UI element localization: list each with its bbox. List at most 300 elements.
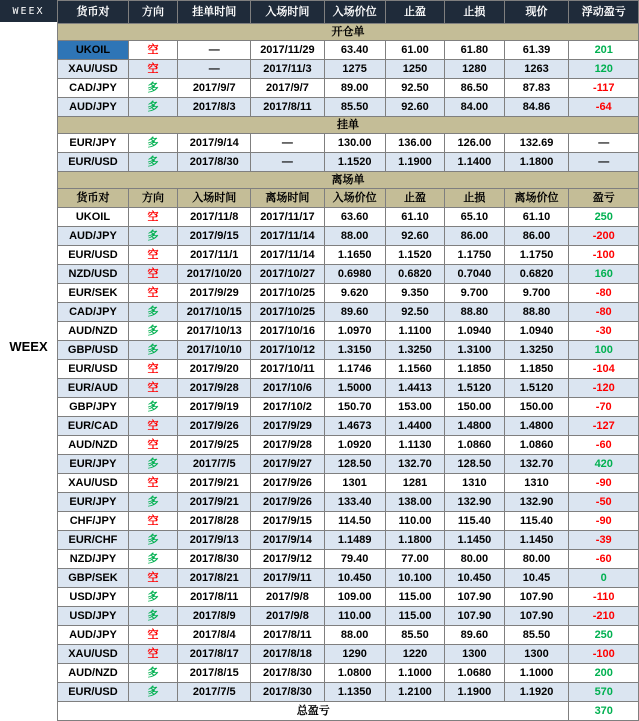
section-title: 离场单 [58, 172, 639, 189]
direction-cell: 多 [128, 531, 177, 550]
direction-cell: 空 [128, 208, 177, 227]
price-cell: 1.4673 [324, 417, 385, 436]
take-profit-cell: 1.4400 [385, 417, 444, 436]
price-cell: 1.4800 [504, 417, 569, 436]
closed-trade-row [58, 626, 639, 645]
take-profit-cell: 1.3250 [385, 341, 444, 360]
pnl-cell: 250 [569, 626, 639, 645]
pnl-cell: -100 [569, 645, 639, 664]
closed-trade-row [58, 683, 639, 702]
direction-cell: 多 [128, 664, 177, 683]
price-cell: 1301 [324, 474, 385, 493]
direction-cell: 多 [128, 550, 177, 569]
pnl-cell: 100 [569, 341, 639, 360]
section-pending-orders [58, 117, 639, 134]
pair-cell: AUD/JPY [58, 626, 129, 645]
pnl-cell: 250 [569, 208, 639, 227]
direction-cell: 空 [128, 474, 177, 493]
pnl-cell: -60 [569, 436, 639, 455]
take-profit-cell: 138.00 [385, 493, 444, 512]
table-body [58, 1, 639, 721]
price-cell: 130.00 [324, 134, 385, 153]
price-cell: 1.1920 [504, 683, 569, 702]
pnl-cell: -30 [569, 322, 639, 341]
pair-cell: UKOIL [58, 208, 129, 227]
time-cell: 2017/9/8 [251, 607, 324, 626]
pair-cell: EUR/AUD [58, 379, 129, 398]
time-cell: 2017/10/25 [251, 284, 324, 303]
time-cell: 2017/9/8 [251, 588, 324, 607]
direction-cell: 空 [128, 60, 177, 79]
take-profit-cell: 1.1900 [385, 153, 444, 172]
price-cell: 1.1000 [504, 664, 569, 683]
stop-loss-cell: 1.1750 [445, 246, 504, 265]
price-cell: 88.80 [504, 303, 569, 322]
pnl-cell: — [569, 153, 639, 172]
price-cell: 132.70 [504, 455, 569, 474]
time-cell: 2017/8/15 [178, 664, 251, 683]
direction-cell: 多 [128, 322, 177, 341]
closed-header-row [58, 189, 639, 208]
time-cell: — [251, 134, 324, 153]
time-cell: 2017/10/2 [251, 398, 324, 417]
price-cell: 1.0860 [504, 436, 569, 455]
closed-trade-row [58, 493, 639, 512]
pair-cell: GBP/JPY [58, 398, 129, 417]
time-cell: 2017/9/26 [251, 493, 324, 512]
time-cell: 2017/8/17 [178, 645, 251, 664]
weex-logo [0, 0, 57, 22]
direction-cell: 多 [128, 455, 177, 474]
stop-loss-cell: 132.90 [445, 493, 504, 512]
direction-cell: 空 [128, 417, 177, 436]
stop-loss-cell: 150.00 [445, 398, 504, 417]
time-cell: 2017/9/27 [251, 455, 324, 474]
time-cell: 2017/10/25 [251, 303, 324, 322]
price-cell: 107.90 [504, 607, 569, 626]
section-title: 挂单 [58, 117, 639, 134]
time-cell: — [178, 60, 251, 79]
time-cell: 2017/7/5 [178, 683, 251, 702]
time-cell: 2017/10/13 [178, 322, 251, 341]
price-cell: 1.1520 [324, 153, 385, 172]
stop-loss-cell: 115.40 [445, 512, 504, 531]
column-header: 盈亏 [569, 189, 639, 208]
column-header: 方向 [128, 1, 177, 24]
pnl-cell: -90 [569, 512, 639, 531]
stop-loss-cell: 86.00 [445, 227, 504, 246]
take-profit-cell: 132.70 [385, 455, 444, 474]
direction-cell: 空 [128, 512, 177, 531]
column-header: 货币对 [58, 1, 129, 24]
time-cell: 2017/8/4 [178, 626, 251, 645]
direction-cell: 多 [128, 683, 177, 702]
price-cell: 115.40 [504, 512, 569, 531]
price-cell: 1310 [504, 474, 569, 493]
time-cell: 2017/9/28 [251, 436, 324, 455]
time-cell: 2017/9/25 [178, 436, 251, 455]
closed-trade-row [58, 208, 639, 227]
column-header: 止损 [445, 1, 504, 24]
open-position-row [58, 79, 639, 98]
closed-trade-row [58, 531, 639, 550]
pair-cell: AUD/NZD [58, 322, 129, 341]
stop-loss-cell: 1.0860 [445, 436, 504, 455]
open-position-row [58, 60, 639, 79]
closed-trade-row [58, 607, 639, 626]
price-cell: 150.70 [324, 398, 385, 417]
side-label: WEEX [9, 339, 48, 354]
stop-loss-cell: 107.90 [445, 607, 504, 626]
take-profit-cell: 9.350 [385, 284, 444, 303]
pair-cell: AUD/NZD [58, 436, 129, 455]
pair-cell: CHF/JPY [58, 512, 129, 531]
column-header: 止盈 [385, 189, 444, 208]
take-profit-cell: 77.00 [385, 550, 444, 569]
pending-order-row [58, 134, 639, 153]
take-profit-cell: 115.00 [385, 607, 444, 626]
pair-cell: EUR/USD [58, 246, 129, 265]
closed-trade-row [58, 379, 639, 398]
direction-cell: 多 [128, 493, 177, 512]
pair-cell: EUR/JPY [58, 455, 129, 474]
direction-cell: 空 [128, 645, 177, 664]
stop-loss-cell: 61.80 [445, 41, 504, 60]
closed-trade-row [58, 664, 639, 683]
total-value: 370 [569, 702, 639, 721]
direction-cell: 空 [128, 41, 177, 60]
price-cell: 107.90 [504, 588, 569, 607]
pnl-cell: -70 [569, 398, 639, 417]
time-cell: 2017/7/5 [178, 455, 251, 474]
direction-cell: 空 [128, 360, 177, 379]
stop-loss-cell: 84.00 [445, 98, 504, 117]
pnl-cell: 420 [569, 455, 639, 474]
price-cell: 87.83 [504, 79, 569, 98]
price-cell: 88.00 [324, 227, 385, 246]
time-cell: 2017/9/29 [178, 284, 251, 303]
pnl-cell: -120 [569, 379, 639, 398]
time-cell: 2017/9/29 [251, 417, 324, 436]
pair-cell: GBP/USD [58, 341, 129, 360]
time-cell: 2017/9/7 [178, 79, 251, 98]
column-header: 止损 [445, 189, 504, 208]
time-cell: 2017/11/17 [251, 208, 324, 227]
direction-cell: 空 [128, 436, 177, 455]
price-cell: 63.60 [324, 208, 385, 227]
price-cell: 80.00 [504, 550, 569, 569]
pair-cell: AUD/JPY [58, 98, 129, 117]
price-cell: 89.60 [324, 303, 385, 322]
closed-trade-row [58, 265, 639, 284]
time-cell: 2017/10/10 [178, 341, 251, 360]
price-cell: 85.50 [504, 626, 569, 645]
price-cell: 1.0970 [324, 322, 385, 341]
price-cell: 79.40 [324, 550, 385, 569]
closed-trade-row [58, 436, 639, 455]
price-cell: 1.1850 [504, 360, 569, 379]
direction-cell: 空 [128, 246, 177, 265]
pnl-cell: -60 [569, 550, 639, 569]
direction-cell: 空 [128, 265, 177, 284]
take-profit-cell: 61.10 [385, 208, 444, 227]
column-header: 货币对 [58, 189, 129, 208]
take-profit-cell: 136.00 [385, 134, 444, 153]
price-cell: 1.1450 [504, 531, 569, 550]
take-profit-cell: 92.60 [385, 98, 444, 117]
price-cell: 85.50 [324, 98, 385, 117]
pnl-cell: -104 [569, 360, 639, 379]
time-cell: 2017/8/3 [178, 98, 251, 117]
closed-trade-row [58, 341, 639, 360]
closed-trade-row [58, 588, 639, 607]
pair-cell: GBP/SEK [58, 569, 129, 588]
take-profit-cell: 110.00 [385, 512, 444, 531]
time-cell: 2017/8/30 [251, 664, 324, 683]
closed-trade-row [58, 303, 639, 322]
closed-trade-row [58, 398, 639, 417]
stop-loss-cell: 1.0680 [445, 664, 504, 683]
pnl-cell: 160 [569, 265, 639, 284]
pair-cell: EUR/SEK [58, 284, 129, 303]
time-cell: 2017/10/20 [178, 265, 251, 284]
direction-cell: 空 [128, 284, 177, 303]
stop-loss-cell: 1.1400 [445, 153, 504, 172]
time-cell: 2017/10/6 [251, 379, 324, 398]
stop-loss-cell: 1.4800 [445, 417, 504, 436]
time-cell: 2017/9/21 [178, 493, 251, 512]
section-closed-trades [58, 172, 639, 189]
column-header: 入场时间 [178, 189, 251, 208]
time-cell: 2017/8/30 [251, 683, 324, 702]
column-header: 离场价位 [504, 189, 569, 208]
take-profit-cell: 115.00 [385, 588, 444, 607]
take-profit-cell: 153.00 [385, 398, 444, 417]
time-cell: 2017/9/7 [251, 79, 324, 98]
take-profit-cell: 1.1100 [385, 322, 444, 341]
direction-cell: 多 [128, 341, 177, 360]
stop-loss-cell: 0.7040 [445, 265, 504, 284]
time-cell: 2017/11/1 [178, 246, 251, 265]
time-cell: 2017/8/11 [178, 588, 251, 607]
time-cell: 2017/8/21 [178, 569, 251, 588]
price-cell: 1.0800 [324, 664, 385, 683]
direction-cell: 多 [128, 303, 177, 322]
trade-table [57, 0, 639, 721]
price-cell: 132.90 [504, 493, 569, 512]
price-cell: 150.00 [504, 398, 569, 417]
stop-loss-cell: 1310 [445, 474, 504, 493]
take-profit-cell: 0.6820 [385, 265, 444, 284]
stop-loss-cell: 1.1450 [445, 531, 504, 550]
time-cell: 2017/8/30 [178, 153, 251, 172]
price-cell: 1.1489 [324, 531, 385, 550]
pnl-cell: -50 [569, 493, 639, 512]
stop-loss-cell: 86.50 [445, 79, 504, 98]
pnl-cell: -64 [569, 98, 639, 117]
price-cell: 63.40 [324, 41, 385, 60]
pair-cell: NZD/USD [58, 265, 129, 284]
price-cell: 1.0940 [504, 322, 569, 341]
price-cell: 84.86 [504, 98, 569, 117]
pnl-cell: -90 [569, 474, 639, 493]
pnl-cell: -100 [569, 246, 639, 265]
pair-cell: USD/JPY [58, 588, 129, 607]
time-cell: 2017/11/29 [251, 41, 324, 60]
pnl-cell: -210 [569, 607, 639, 626]
take-profit-cell: 1.1800 [385, 531, 444, 550]
pnl-cell: -80 [569, 303, 639, 322]
pair-cell: EUR/USD [58, 360, 129, 379]
pair-cell: EUR/JPY [58, 493, 129, 512]
time-cell: 2017/11/14 [251, 227, 324, 246]
take-profit-cell: 1.1130 [385, 436, 444, 455]
stop-loss-cell: 89.60 [445, 626, 504, 645]
pair-cell: CAD/JPY [58, 79, 129, 98]
pair-cell: EUR/CAD [58, 417, 129, 436]
stop-loss-cell: 1.1850 [445, 360, 504, 379]
stop-loss-cell: 9.700 [445, 284, 504, 303]
pair-cell: CAD/JPY [58, 303, 129, 322]
direction-cell: 多 [128, 98, 177, 117]
price-cell: 1.3150 [324, 341, 385, 360]
price-cell: 109.00 [324, 588, 385, 607]
closed-trade-row [58, 474, 639, 493]
time-cell: 2017/9/19 [178, 398, 251, 417]
pnl-cell: 200 [569, 664, 639, 683]
column-header: 入场价位 [324, 1, 385, 24]
time-cell: 2017/11/3 [251, 60, 324, 79]
time-cell: 2017/10/27 [251, 265, 324, 284]
price-cell: 0.6820 [504, 265, 569, 284]
time-cell: 2017/10/12 [251, 341, 324, 360]
closed-trade-row [58, 360, 639, 379]
price-cell: 61.10 [504, 208, 569, 227]
closed-trade-row [58, 569, 639, 588]
take-profit-cell: 1.1520 [385, 246, 444, 265]
take-profit-cell: 92.60 [385, 227, 444, 246]
take-profit-cell: 92.50 [385, 303, 444, 322]
pair-cell: EUR/USD [58, 153, 129, 172]
stop-loss-cell: 126.00 [445, 134, 504, 153]
direction-cell: 空 [128, 569, 177, 588]
price-cell: 114.50 [324, 512, 385, 531]
direction-cell: 多 [128, 153, 177, 172]
take-profit-cell: 10.100 [385, 569, 444, 588]
pnl-cell: -200 [569, 227, 639, 246]
stop-loss-cell: 1.3100 [445, 341, 504, 360]
time-cell: — [178, 41, 251, 60]
time-cell: 2017/8/11 [251, 626, 324, 645]
column-header: 方向 [128, 189, 177, 208]
price-cell: 1.3250 [504, 341, 569, 360]
price-cell: 1290 [324, 645, 385, 664]
time-cell: 2017/8/30 [178, 550, 251, 569]
price-cell: 1.1750 [504, 246, 569, 265]
pair-cell: AUD/NZD [58, 664, 129, 683]
pair-cell: UKOIL [58, 41, 129, 60]
direction-cell: 多 [128, 79, 177, 98]
price-cell: 1.1800 [504, 153, 569, 172]
time-cell: 2017/9/20 [178, 360, 251, 379]
price-cell: 10.45 [504, 569, 569, 588]
pnl-cell: -80 [569, 284, 639, 303]
column-header: 现价 [504, 1, 569, 24]
price-cell: 1.5120 [504, 379, 569, 398]
total-label: 总盈亏 [58, 702, 569, 721]
stop-loss-cell: 65.10 [445, 208, 504, 227]
stop-loss-cell: 80.00 [445, 550, 504, 569]
pnl-cell: 120 [569, 60, 639, 79]
time-cell: 2017/8/11 [251, 98, 324, 117]
pnl-cell: -39 [569, 531, 639, 550]
closed-trade-row [58, 550, 639, 569]
price-cell: 132.69 [504, 134, 569, 153]
pnl-cell: 570 [569, 683, 639, 702]
open-position-row [58, 41, 639, 60]
take-profit-cell: 1.2100 [385, 683, 444, 702]
pair-cell: XAU/USD [58, 474, 129, 493]
take-profit-cell: 85.50 [385, 626, 444, 645]
price-cell: 1263 [504, 60, 569, 79]
logo-text: WEEX [12, 5, 45, 17]
price-cell: 1.0920 [324, 436, 385, 455]
direction-cell: 空 [128, 626, 177, 645]
direction-cell: 多 [128, 588, 177, 607]
direction-cell: 多 [128, 607, 177, 626]
price-cell: 1.1746 [324, 360, 385, 379]
direction-cell: 空 [128, 379, 177, 398]
price-cell: 1300 [504, 645, 569, 664]
time-cell: 2017/9/14 [251, 531, 324, 550]
stop-loss-cell: 10.450 [445, 569, 504, 588]
price-cell: 9.700 [504, 284, 569, 303]
stop-loss-cell: 128.50 [445, 455, 504, 474]
time-cell: 2017/9/12 [251, 550, 324, 569]
column-header: 入场时间 [251, 1, 324, 24]
column-header: 入场价位 [324, 189, 385, 208]
price-cell: 133.40 [324, 493, 385, 512]
pair-cell: NZD/JPY [58, 550, 129, 569]
stop-loss-cell: 1.1900 [445, 683, 504, 702]
price-cell: 0.6980 [324, 265, 385, 284]
take-profit-cell: 92.50 [385, 79, 444, 98]
pnl-cell: — [569, 134, 639, 153]
time-cell: 2017/9/26 [178, 417, 251, 436]
price-cell: 128.50 [324, 455, 385, 474]
time-cell: 2017/11/14 [251, 246, 324, 265]
direction-cell: 多 [128, 227, 177, 246]
time-cell: 2017/8/18 [251, 645, 324, 664]
stop-loss-cell: 88.80 [445, 303, 504, 322]
closed-trade-row [58, 246, 639, 265]
closed-trade-row [58, 645, 639, 664]
time-cell: 2017/8/9 [178, 607, 251, 626]
section-open-positions [58, 24, 639, 41]
closed-trade-row [58, 322, 639, 341]
pair-cell: EUR/JPY [58, 134, 129, 153]
take-profit-cell: 1.4413 [385, 379, 444, 398]
stop-loss-cell: 107.90 [445, 588, 504, 607]
closed-trade-row [58, 512, 639, 531]
pair-cell: XAU/USD [58, 60, 129, 79]
pnl-cell: -110 [569, 588, 639, 607]
pnl-cell: -127 [569, 417, 639, 436]
pair-cell: AUD/JPY [58, 227, 129, 246]
price-cell: 88.00 [324, 626, 385, 645]
pnl-cell: -117 [569, 79, 639, 98]
stop-loss-cell: 1.5120 [445, 379, 504, 398]
